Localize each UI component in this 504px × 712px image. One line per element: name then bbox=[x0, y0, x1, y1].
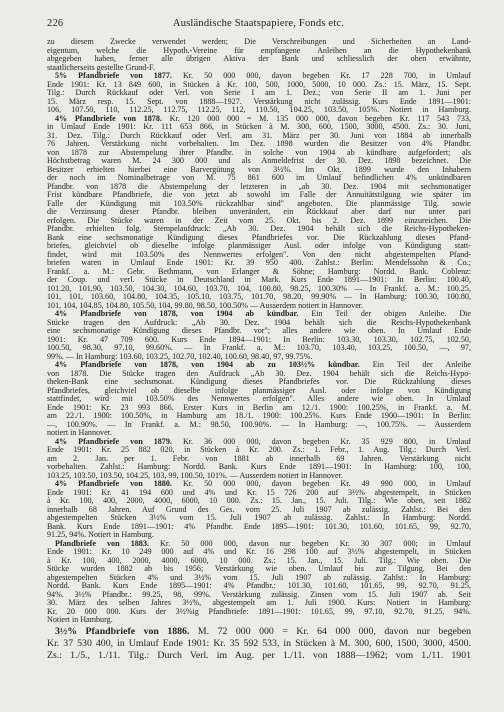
page-header bbox=[47, 18, 470, 38]
text-line: Zs.: 1./5., 1./11. Tilg.: Durch Verl. im Aug. per 1./11. von 1888—1962; vom 1./11. 1901 bbox=[47, 649, 471, 661]
text-line: vorbehalten. Zahlst.: Hamburg: Nordd. Bank. Kurs Ende 1891—1901: In Hamburg: 100, 100, bbox=[47, 462, 471, 471]
section-heading: 3½% Pfandbriefe von 1886. bbox=[55, 625, 190, 637]
text-line: 101.20, 101.90, 103.50, 104.30, 104.60, 103.70, 104, 100.80, 98.25, 100.30% — In Frankf. a. M.: 100.25, bbox=[47, 283, 471, 293]
section-heading: 4% Pfandbriefe von 1878, von 1904 ab kündbar. bbox=[55, 309, 299, 318]
text-line: 3½% Pfandbriefe von 1886. M. 72 000 000 = Kr. 64 000 000, davon nur begeben bbox=[55, 625, 471, 637]
text-line: von 1878 zur Abstempelung ihrer Pfandbr. in solche von 1904 ab kündbare aufgefordert; als bbox=[47, 147, 471, 157]
text-line: 91.25, 94%. Notiert in Hamburg. bbox=[47, 530, 154, 539]
text-line: eine sechsmonatige Kündigung dieses Pfandbr. vor"; alles andere wie oben. In Umlauf Ende bbox=[47, 326, 471, 335]
text-line: Bank eine sechsmonatige Kündigung dieses Pfandbriefes vor. Die Rückzahlung dieses Pfand- bbox=[47, 232, 471, 242]
text-line: Ende 1901: Kr. 41 194 600 und 4% und Kr. 15 726 200 auf 3½% abgestempelt, in Stücken bbox=[47, 487, 471, 497]
document-body bbox=[47, 38, 471, 661]
text-line: Ende 1901: Kr. 23 993 866. Erster Kurs in Berlin am 12./1. 1900: 100.25%, in Frankf. a. M. bbox=[47, 402, 471, 412]
section-heading: 5% Pfandbriefe von 1877. bbox=[55, 71, 172, 80]
text-line: 4% Pfandbriefe von 1878, von 1904 ab zu 103½% kündbar. Ein Teil der Anleihe bbox=[55, 360, 471, 369]
text-line: abgestempelten Stücken 4% und 3½% vom 15. Juli 1907 ab zulässig. Zahlst.: In Hamburg: bbox=[47, 572, 471, 582]
text-line: eigentum, welche die Hypoth.-Vereine für empfangene Anleihen an die Hypothekenbank bbox=[47, 45, 471, 55]
text-line: abgestempelten Stücken 3½% vom 15. Juli 1907 ab zulässig. Zahlst.: In Hamburg: Nordd. bbox=[47, 513, 471, 522]
text-line: 4% Pfandbriefe von 1879. Kr. 36 000 000, davon begeben Kr. 35 929 800, in Umlauf bbox=[55, 436, 471, 446]
text-line: 4% Pfandbriefe von 1878, von 1904 ab kündbar. Ein Teil der obigen Anleihe. Die bbox=[55, 309, 471, 318]
text-line: à Kr. 100, 400, 2000, 4000, 6000, 10 000. Zs.: 15. Jan., 15. Juli. Tilg.: Wie oben. Die bbox=[47, 555, 471, 565]
text-line: 4% Pfandbriefe von 1878. Kr. 120 000 000 = M. 135 000 000, davon begeben Kr. 117 543 733, bbox=[55, 113, 471, 123]
section-heading: 4% Pfandbriefe von 1880. bbox=[55, 479, 172, 488]
text-line: Falle der Kündigung mit 103.50% rückzahlbar sind" angeboten. Die planmässige Tilg. sowie bbox=[47, 198, 471, 208]
text-line: Besitzer erhielten hierbei eine Barvergütung von 3½%. Im Okt. 1899 wurde den Inhabern bbox=[47, 164, 471, 174]
text-line: —, 100.90%. — In Frankf. a. M.: 98.50, 100.90%. — In Hamburg: —, 100.75%. — Ausserdem bbox=[47, 419, 471, 429]
text-line: Pfandbriefe von 1883. Kr. 50 000 000, davon nur begeben Kr. 30 307 000; in Umlauf bbox=[55, 538, 471, 548]
text-line: der Coup. und verl. Stücke in Deutschland in Mark. Kurs Ende 1891—1901: In Berlin: 100.40, bbox=[47, 275, 471, 284]
text-line: 31. Dez. Tilg.: Durch Rückkauf oder Verl. am 31. März per 30. Juni von 1884 ab innerhalb bbox=[47, 130, 471, 140]
text-line: Bank. Kurs Ende 1891—1901: 4% Pfandbr. Ende 1895—1901: 101.30, 101.60, 101.65, 99, 92.70, bbox=[47, 521, 471, 531]
text-line: Frist kündbare Pfandbriefe, die von jetzt ab sowohl im Falle der Annuitätstilgung wie später im bbox=[47, 190, 471, 199]
text-line: Höchstbetrag waren M. 24 300 000 und als Anmeldefrist der 30. Dez. 1898 bezeichnet. Die bbox=[47, 156, 471, 165]
text-line: Stücke tragen den Aufdruck: „Ab 30. Dez. 1904 behält sich die Reichs-Hypothekenbank bbox=[47, 317, 471, 327]
text-line: 101, 104, 104.85, 104.80, 105.50, 104, 99.80, 98.50, 100.50% — Ausserdem notiert in Hannover. bbox=[47, 300, 364, 310]
text-line: Kr. 37 530 400, in Umlauf Ende 1901: Kr. 35 592 533, in Stücken à M. 300, 600, 1500, 3000, 4500. bbox=[47, 637, 471, 649]
text-line: Pfandbriefes, gleichviel ob dieselbe infolge planmässiger Ausl. oder infolge von Kündigung bbox=[47, 385, 471, 395]
section-heading: 4% Pfandbriefe von 1879. bbox=[55, 436, 172, 446]
text-line: Ende 1901: Kr. 10 249 000 auf 4% und Kr. 16 298 100 auf 3½% abgestempelt, in Stücken bbox=[47, 547, 471, 556]
text-line: von 1878. Die Stücke tragen den Aufdruck „Ab 30. Dez. 1904 behält sich die Reichs-Hypo- bbox=[47, 368, 471, 378]
text-line: Pfandbr. erhielten folg. Stempelaufdruck: „Ab 30. Dez. 1904 behält sich die Reichs-Hypotheken- bbox=[47, 224, 471, 233]
text-line: briefes, gleichviel ob dieselbe infolge planmässiger Ausl. oder infolge von Kündigung statt- bbox=[47, 241, 471, 250]
text-line: stattfindet, wird mit 103.50% des Nennwertes erfolgen". Alles andere wie oben. In Umlauf bbox=[47, 394, 471, 403]
text-line: die Verzinsung dieser Pfandbr. bleiben unverändert, ein Rückkauf aber darf nur unter pari bbox=[47, 207, 471, 216]
text-line: der noch im Nominalbetrage von M. 75 861 600 im Umlauf befindlichen 4% unkündbaren bbox=[47, 173, 471, 182]
text-line: 76 Jahren. Verstärkung nicht vorbehalten. Im Dez. 1898 wurden die Besitzer von 4% Pfandbr. bbox=[47, 139, 471, 148]
text-line: 15. März resp. 15. Sept. von 1888—1927. Verstärkung nicht zulässig. Kurs Ende 1891—1901: bbox=[47, 96, 471, 106]
text-line: briefen waren in Umlauf Ende 1901: Kr. 39 950 400. Zahlst.: Berlin: Mendelssohn & Co.; bbox=[47, 258, 471, 267]
text-line: 4% Pfandbriefe von 1880. Kr. 50 000 000, davon begeben Kr. 49 990 000, in Umlauf bbox=[55, 479, 471, 488]
text-line: Kr. 20 000 000. Kurs der 3½%ig Pfandbriefe: 1891—1901: 101.65, 99, 97.10, 92.70, 91.25, 94%. bbox=[47, 606, 471, 616]
section-heading: 4% Pfandbriefe von 1878. bbox=[55, 113, 162, 123]
text-line: 94%. 3½% Pfandbr.: 99.25, 98, 99%. Verstärkung zulässig. Zinsen vom 15. Juli 1907 ab. Seit bbox=[47, 589, 471, 599]
text-line: findet, wird mit 103.50% des Nennwertes erfolgen". Von den nicht abgestempelten Pfand- bbox=[47, 249, 471, 259]
text-line: am 2. Jan. per 1. Febr. von 1881 ab innerhalb 69 Jahren. Verstärkung nicht bbox=[47, 453, 471, 463]
text-line: 5% Pfandbriefe von 1877. Kr. 50 000 000, davon begeben Kr. 17 228 700, in Umlauf bbox=[55, 71, 471, 80]
text-line: 103.25, 103.50, 103.50, 104.25, 103, 99, 100.50, 101%. — Ausserdem notiert in Hannover. bbox=[47, 470, 343, 480]
text-line: Frankf. a. M.: Gebr. Bethmann, von Erlanger & Söhne; Hamburg: Nordd. Bank. Coblenz: bbox=[47, 266, 471, 276]
running-head: Ausländische Staatspapiere, Fonds etc. bbox=[172, 18, 345, 29]
text-line: Pfandbr. von 1878 die Abstempelung der letzteren in „ab 30. Dez. 1904 mit sechsmonatiger bbox=[47, 181, 471, 191]
text-line: Stücke wurden 1882 ab bis 1956; Verstärkung wie oben. Umlauf bis zur Tilgung. Bei den bbox=[47, 564, 471, 573]
text-line: notiert in Hannover. bbox=[47, 428, 112, 437]
text-line: Ende 1901: Kr. 25 882 020, in Stücken à Kr. 200. Zs.: 1. Febr., 1. Aug. Tilg.: Durch Verl. bbox=[47, 445, 471, 454]
text-line: 101, 101, 103.60, 104.80, 104.35, 105.10, 103.75, 101.70, 98.20, 99.90% — In Hamburg: 100.30, 100.80, bbox=[47, 292, 471, 301]
text-line: Tilg.: Durch Rückkauf oder Verl. von Serie I am 1. Dez.; von Serie II am 1. Juni per bbox=[47, 88, 471, 97]
text-line: 100.50, 98.30, 97.10, 99.60%. — In Frankf. a. M.: 103.70, 103.40, 103.25, 100.50, —, 97, bbox=[47, 343, 471, 352]
page-number: 226 bbox=[47, 18, 64, 29]
text-line: Nordd. Bank. Kurs Ende 1895—1901: 4% Pfandbr.: 101.30, 101.60, 101.65, 99, 92.70, 91.25, bbox=[47, 581, 471, 590]
text-line: 30. März des selben Jahres 3½%, abgestempelt am 1. Juli 1900. Kurs: Notiert in Hamburg: bbox=[47, 598, 471, 607]
section-heading: 4% Pfandbriefe von 1878, von 1904 ab zu 103½% kündbar. bbox=[55, 360, 360, 369]
text-line: in Umlauf Ende 1901: Kr. 111 653 866, in Stücken à M. 300, 600, 1500, 3000, 4500. Zs.: 30. Juni, bbox=[47, 122, 471, 131]
text-line: theken-Bank eine sechsmonat. Kündigung dieses Pfandbriefes vor. Die Rückzahlung dieses bbox=[47, 377, 471, 386]
text-line: staatlicherseits gestellte Grund-F. bbox=[47, 62, 155, 72]
text-line: 99%. — In Hamburg: 103.60, 103.25, 102.70, 102.40, 100.60, 98.40, 97, 99.75%. bbox=[47, 351, 313, 361]
text-line: zu diesem Zwecke verwendet werden; Die Verschreibungen und Sicherheiten an Land- bbox=[47, 38, 471, 46]
text-line: am 22./1. 1900: 100.50%, in Hamburg am 18./1. 1900: 100.25%. Kurs Ende 1900—1901: In Berlin: bbox=[47, 411, 471, 420]
text-line: à Kr. 100, 400, 2000, 4000, 6000, 10 000. Zs.: 15. Jan., 15. Juli. Tilg.: Wie oben, seit 1882 bbox=[47, 496, 471, 505]
text-line: 106, 107.50, 110, 112.25, 112.75, 112.25, 112, 110.50, 104.25, 103.50, 105%. Notiert in Hamburg. bbox=[47, 105, 471, 114]
text-line: erfolgen. Die Stücke waren in der Zeit vom 25. Okt. bis 2. Dez. 1899 einzureichen. Die bbox=[47, 215, 471, 225]
text-line: 1901: Kr. 47 709 600. Kurs Ende 1894—1901: In Berlin: 103.30, 103.30, 102.75, 102.50, bbox=[47, 334, 471, 344]
text-line: innerhalb 68 Jahren. Auf Grund des Ges. vom 25. Juli 1907 ab zulässig. Zahlst.: Bei den bbox=[47, 504, 471, 514]
text-line: abgegeben haben, ferner alle übrigen Aktiva der Bank und schliesslich der oben erwähnte, bbox=[47, 54, 471, 63]
section-heading: Pfandbriefe von 1883. bbox=[55, 538, 149, 548]
text-line: Notiert in Hamburg. bbox=[47, 615, 113, 624]
text-line: Ende 1901: Kr. 13 849 600, in Stücken à Kr. 100, 500, 1000, 5000, 10 000. Zs.: 15. März, 15. Sept. bbox=[47, 79, 471, 89]
